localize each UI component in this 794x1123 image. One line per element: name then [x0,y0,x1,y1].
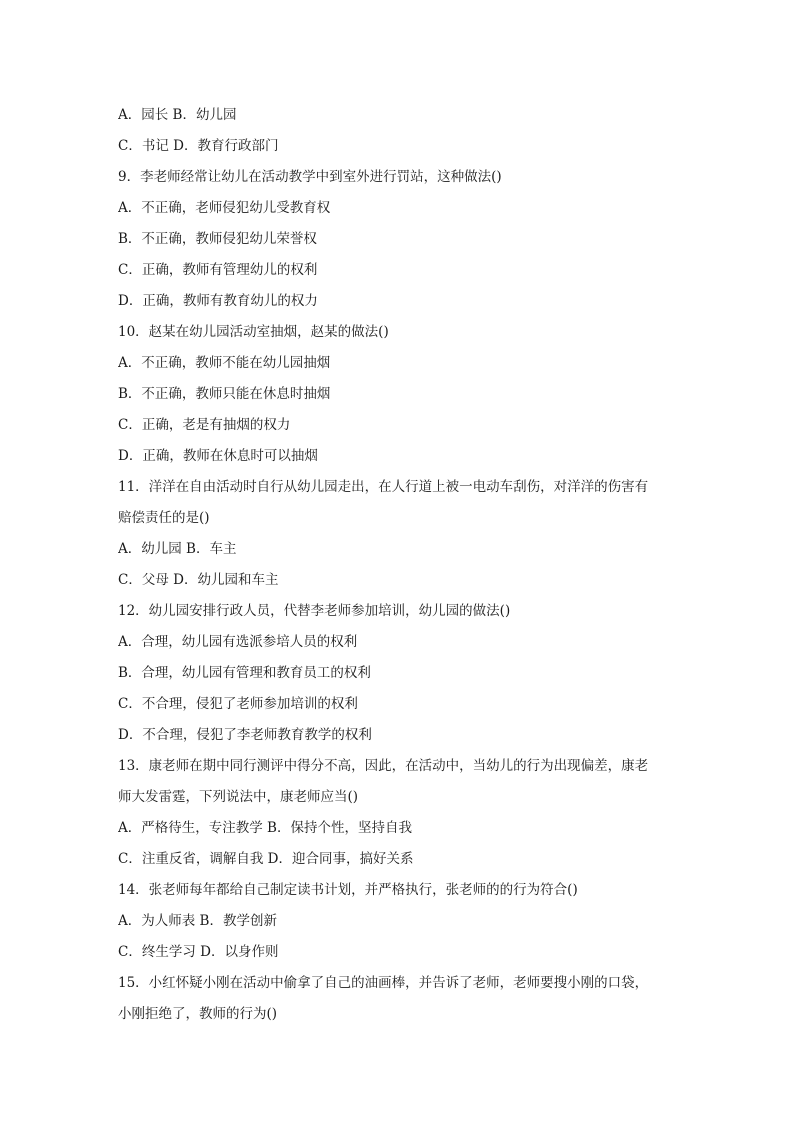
option-line: C．不合理，侵犯了老师参加培训的权利 [118,696,358,712]
option-line: D．正确，教师有教育幼儿的权力 [118,293,318,309]
question-12-stem: 12．幼儿园安排行政人员，代替李老师参加培训，幼儿园的做法() [118,603,511,619]
question-11-stem-cont: 赔偿责任的是() [118,510,210,526]
question-text-block [118,100,678,1030]
question-14-stem: 14．张老师每年都给自己制定读书计划，并严格执行，张老师的的行为符合() [118,882,578,898]
option-line: A．合理，幼儿园有选派参培人员的权利 [118,634,358,650]
option-line: B．不正确，教师只能在休息时抽烟 [118,386,331,402]
option-line: A．为人师表 B．教学创新 [118,913,277,929]
text-line: A．园长 B．幼儿园 [118,107,237,123]
option-line: A．不正确，老师侵犯幼儿受教育权 [118,200,331,216]
question-13-stem-cont: 师大发雷霆，下列说法中，康老师应当() [118,789,359,805]
option-line: A．幼儿园 B．车主 [118,541,237,557]
question-10-stem: 10．赵某在幼儿园活动室抽烟，赵某的做法() [118,324,389,340]
option-line: C．父母 D．幼儿园和车主 [118,572,279,588]
option-line: C．正确，老是有抽烟的权力 [118,417,291,433]
option-line: A．不正确，教师不能在幼儿园抽烟 [118,355,331,371]
question-15-stem: 15．小红怀疑小刚在活动中偷拿了自己的油画棒，并告诉了老师，老师要搜小刚的口袋， [118,975,649,991]
option-line: C．正确，教师有管理幼儿的权利 [118,262,318,278]
option-line: B．合理，幼儿园有管理和教育员工的权利 [118,665,371,681]
option-line: C．终生学习 D．以身作则 [118,944,279,960]
question-13-stem: 13．康老师在期中同行测评中得分不高，因此，在活动中，当幼儿的行为出现偏差，康老 [118,758,649,774]
option-line: A．严格待生，专注教学 B．保持个性，坚持自我 [118,820,412,836]
option-line: D．正确，教师在休息时可以抽烟 [118,448,318,464]
question-15-stem-cont: 小刚拒绝了，教师的行为() [118,1006,278,1022]
text-line: C．书记 D．教育行政部门 [118,138,279,154]
option-line: B．不正确，教师侵犯幼儿荣誉权 [118,231,317,247]
option-line: D．不合理，侵犯了李老师教育教学的权利 [118,727,372,743]
option-line: C．注重反省，调解自我 D．迎合同事，搞好关系 [118,851,414,867]
question-9-stem: 9．李老师经常让幼儿在活动教学中到室外进行罚站，这种做法() [118,169,502,185]
question-11-stem: 11．洋洋在自由活动时自行从幼儿园走出，在人行道上被一电动车刮伤，对洋洋的伤害有 [118,479,649,495]
